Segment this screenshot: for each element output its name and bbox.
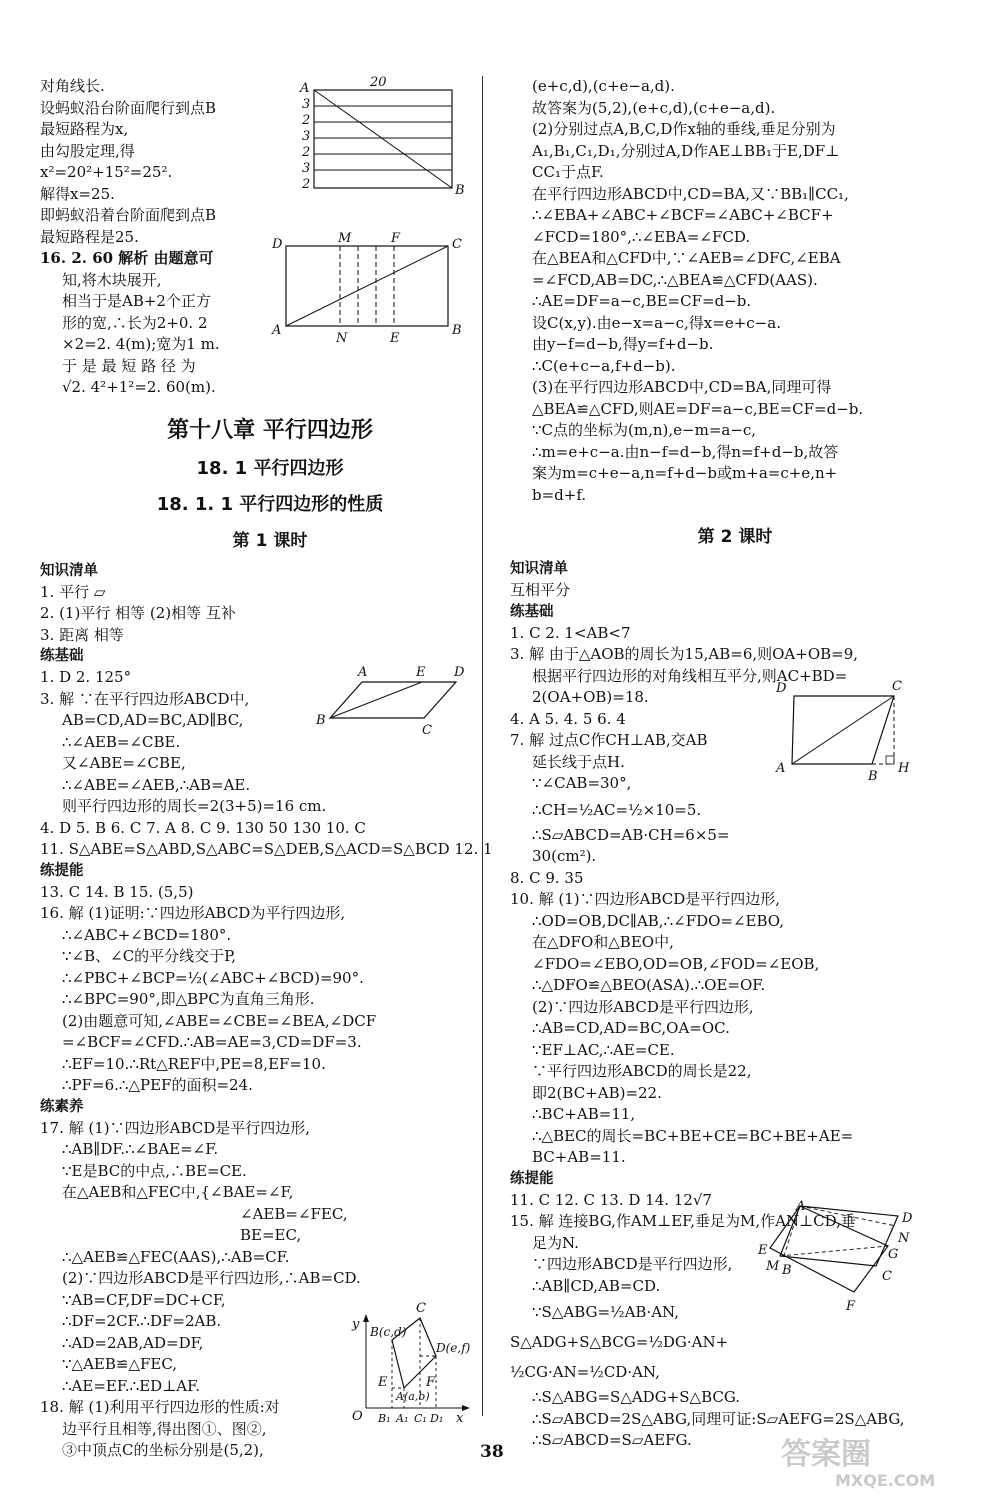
figure-label: 2 (302, 145, 311, 160)
two-parallelograms-figure (752, 1194, 922, 1324)
point-label: H (898, 761, 910, 776)
answer-line: S△ADG+S△BCG=½DG·AN+ (510, 1333, 729, 1351)
answer-line: 7. 解 过点C作CH⊥AB,交AB (510, 731, 708, 749)
answer-line: 则平行四边形的周长=2(3+5)=16 cm. (62, 797, 327, 815)
point-label: N (898, 1231, 910, 1246)
answer-line: 10. 解 (1)∵四边形ABCD是平行四边形, (510, 890, 781, 908)
point-label: O (352, 1409, 363, 1424)
answer-line: ∵∠B、∠C的平分线交于P, (62, 947, 237, 965)
section-label: 知识清单 (510, 561, 568, 577)
answer-line: ∴∠BPC=90°,即△BPC为直角三角形. (62, 990, 315, 1008)
answer-line: ∵AB=CF,DF=DC+CF, (62, 1290, 226, 1309)
answer-line: ∴AB∥CD,AB=CD. (532, 1276, 661, 1295)
answer-line: ∠FDO=∠EBO,OD=OB,∠FOD=∠EOB, (532, 954, 820, 973)
text-line: ∴C(e+c−a,f+d−b). (532, 356, 676, 375)
answer-line: ∠AEB=∠FEC, (240, 1204, 348, 1223)
point-label: A (796, 1199, 806, 1214)
answer-line: 根据平行四边形的对角线相互平分,则AC+BD= (532, 666, 848, 685)
answer-line: (2)∵四边形ABCD是平行四边形, (532, 997, 754, 1016)
section-label: 练基础 (40, 648, 84, 664)
column-divider (482, 76, 483, 1416)
answer-line: ∴AE=EF.∴ED⊥AF. (62, 1376, 200, 1395)
point-label: C (416, 1301, 426, 1316)
text-line: 相当于是AB+2个正方 (62, 292, 211, 310)
answer-line: 4. A 5. 4. 5 6. 4 (510, 709, 626, 728)
point-label: B (455, 183, 465, 194)
answer-line: 30(cm²). (532, 847, 597, 865)
text-line: 在平行四边形ABCD中,CD=BA,又∵BB₁∥CC₁, (532, 184, 849, 203)
point-label: D(e,f) (436, 1341, 471, 1355)
figure-label: 2 (302, 113, 311, 128)
answer-line: ∴DF=2CF.∴DF=2AB. (62, 1312, 222, 1330)
answer-line: ∴S▱ABCD=AB·CH=6×5= (532, 825, 730, 844)
watermark-text: MXQE.COM (835, 1471, 936, 1490)
point-label: E (390, 331, 400, 346)
answer-line: 8. C 9. 35 (510, 868, 584, 887)
text-line: √2. 4²+1²=2. 60(m). (62, 378, 216, 396)
point-label: F (426, 1375, 436, 1390)
point-label: E (416, 665, 426, 680)
answer-line: 15. 解 连接BG,作AM⊥EF,垂足为M,作AN⊥CD,垂 (510, 1212, 856, 1230)
point-label: A (300, 81, 310, 96)
text-line: ∴AE=DF=a−c,BE=CF=d−b. (532, 292, 752, 310)
answer-line: ∵∠CAB=30°, (532, 774, 632, 792)
lesson-title: 第 2 课时 (697, 527, 773, 547)
answer-line: ∵EF⊥AC,∴AE=CE. (532, 1040, 675, 1059)
section-label: 练素养 (40, 1098, 84, 1115)
point-label: B₁ (378, 1412, 391, 1425)
point-label: M (338, 231, 352, 246)
point-label: D (272, 237, 283, 252)
answer-line: BC+AB=11. (532, 1148, 626, 1166)
text-line: 案为m=c+e−a,n=f+d−b或m+a=c+e,n+ (532, 464, 838, 482)
answer-line: 在△AEB和△FEC中,{∠BAE=∠F, (62, 1183, 294, 1201)
lesson-title: 第 1 课时 (232, 530, 308, 551)
point-label: B (452, 323, 462, 338)
text-line: =∠FCD,AB=DC,∴△BEA≌△CFD(AAS). (532, 270, 818, 289)
answer-line: 3. 距离 相等 (40, 625, 124, 644)
answer-line: =∠BCF=∠CFD.∴AB=AE=3,CD=DF=3. (62, 1033, 362, 1051)
text-line: CC₁于点F. (532, 163, 604, 181)
text-line: 于 是 最 短 路 径 为 (62, 356, 196, 375)
point-label: F (846, 1299, 856, 1314)
chapter-title: 第十八章 平行四边形 (167, 417, 373, 443)
block-figure (268, 226, 468, 346)
text-line: 形的宽,∴长为2+0. 2 (62, 313, 208, 332)
text-line: 对角线长. (40, 77, 105, 95)
text-line: 即蚂蚁沿着台阶面爬到点B (40, 206, 217, 224)
q16-answer (40, 248, 275, 399)
text-line: x²=20²+15²=25². (40, 163, 173, 181)
answer-line: ∴∠ABE=∠AEB,∴AB=AE. (62, 775, 251, 794)
point-label: A(a,b) (396, 1390, 430, 1403)
page-number: 38 (480, 1442, 504, 1462)
figure-label: 3 (302, 129, 311, 144)
q15-continued (40, 76, 280, 248)
text-line: 16. 2. 60 解析 由题意可 (40, 249, 214, 267)
answer-line: ∴S△ABG=S△ADG+S△BCG. (532, 1388, 741, 1406)
text-line: ∠FCD=180°,∴∠EBA=∠FCD. (532, 227, 751, 246)
answer-line: ∵S△ABG=½AB·AN, (532, 1303, 679, 1321)
answer-line: 2(OA+OB)=18. (532, 688, 649, 706)
point-label: N (336, 331, 348, 346)
answer-line: ∴∠PBC+∠BCP=½(∠ABC+∠BCD)=90°. (62, 968, 364, 987)
text-line: 设C(x,y).由e−x=a−c,得x=e+c−a. (532, 313, 781, 332)
point-label: C (422, 723, 432, 738)
text-line: 故答案为(5,2),(e+c,d),(c+e−a,d). (532, 98, 776, 117)
answer-line: ∴S▱ABCD=S▱AEFG. (532, 1431, 692, 1449)
section-title: 18. 1 平行四边形 (196, 457, 344, 479)
point-label: C₁ (414, 1412, 427, 1425)
text-line: 由勾股定理,得 (40, 141, 135, 160)
text-line: (3)在平行四边形ABCD中,CD=BA,同理可得 (532, 378, 832, 396)
answer-line: 足为N. (532, 1233, 579, 1252)
answer-line: 4. D 5. B 6. C 7. A 8. C 9. 130 50 130 10. C (40, 818, 366, 837)
text-line: 解得x=25. (40, 184, 115, 203)
point-label: B(c,d) (370, 1325, 407, 1339)
answer-line: 3. 解 ∵在平行四边形ABCD中, (40, 689, 250, 708)
point-label: A (358, 665, 368, 680)
answer-line: 17. 解 (1)∵四边形ABCD是平行四边形, (40, 1118, 311, 1137)
answer-line: ∴BC+AB=11, (532, 1105, 636, 1123)
answer-line: 2. (1)平行 相等 (2)相等 互补 (40, 604, 236, 622)
answer-line: (2)由题意可知,∠ABE=∠CBE=∠BEA,∠DCF (62, 1011, 377, 1030)
point-label: M (766, 1259, 780, 1274)
answer-line: ∴AB=CD,AD=BC,OA=OC. (532, 1019, 730, 1037)
axis-label: y (352, 1317, 360, 1332)
text-line: 最短路程是25. (40, 227, 139, 246)
answer-line: 13. C 14. B 15. (5,5) (40, 882, 194, 901)
section-label: 知识清单 (40, 562, 98, 579)
text-line: △BEA≌△CFD,则AE=DF=a−c,BE=CF=d−b. (532, 399, 864, 418)
text-line: 在△BEA和△CFD中,∵∠AEB=∠DFC,∠EBA (532, 249, 841, 267)
point-label: D (454, 665, 465, 680)
point-label: B (782, 1263, 792, 1278)
answer-line: 18. 解 (1)利用平行四边形的性质:对 (40, 1398, 280, 1416)
point-label: B (316, 713, 326, 728)
answer-line: ∵四边形ABCD是平行四边形, (532, 1255, 733, 1273)
point-label: D (776, 681, 787, 696)
answer-line: 3. 解 由于△AOB的周长为15,AB=6,则OA+OB=9, (510, 645, 859, 663)
text-line: ∴m=e+c−a.由n−f=d−b,得n=f+d−b,故答 (532, 442, 839, 461)
answer-line: 边平行且相等,得出图①、图②, (62, 1419, 267, 1438)
answer-line: ③中顶点C的坐标分别是(5,2), (62, 1441, 264, 1459)
text-line: ∴∠EBA+∠ABC+∠BCF=∠ABC+∠BCF+ (532, 206, 834, 224)
answer-line: ∴∠AEB=∠CBE. (62, 732, 181, 751)
point-label: A (776, 761, 786, 776)
answer-line: ∵平行四边形ABCD的周长是22, (532, 1062, 752, 1080)
answer-line: ∴AB∥DF.∴∠BAE=∠F. (62, 1140, 219, 1158)
answer-line: ½CG·AN=½CD·AN, (510, 1363, 660, 1381)
answer-line: 即2(BC+AB)=22. (532, 1083, 662, 1102)
point-label: F (391, 231, 401, 246)
answer-line: 16. 解 (1)证明:∵四边形ABCD为平行四边形, (40, 904, 346, 922)
figure-label: 3 (302, 97, 311, 112)
text-line: ×2=2. 4(m);宽为1 m. (62, 335, 220, 353)
parallelogram-figure-2 (770, 676, 920, 786)
answer-line: ∴△DFO≌△BEO(ASA).∴OE=OF. (532, 976, 766, 994)
answer-line: ∴△AEB≌△FEC(AAS),∴AB=CF. (62, 1247, 290, 1266)
answer-line: BE=EC, (240, 1226, 302, 1244)
point-label: C (882, 1269, 892, 1284)
answer-line: (2)∵四边形ABCD是平行四边形,∴AB=CD. (62, 1269, 361, 1287)
answer-line: 1. C 2. 1<AB<7 (510, 623, 631, 642)
section-label: 练提能 (510, 1170, 554, 1187)
point-label: C (452, 237, 462, 252)
answer-line: 又∠ABE=∠CBE, (62, 754, 186, 772)
answer-line: ∴OD=OB,DC∥AB,∴∠FDO=∠EBO, (532, 911, 784, 930)
answer-line: ∴PF=6.∴△PEF的面积=24. (62, 1076, 253, 1094)
figure-label: 2 (302, 177, 311, 192)
answer-line: 11. S△ABE=S△ABD,S△ABC=S△DEB,S△ACD=S△BCD 12. 1 (40, 840, 493, 858)
text-line: (e+c,d),(c+e−a,d). (532, 77, 675, 95)
point-label: E (758, 1243, 768, 1258)
answer-line: 1. D 2. 125° (40, 668, 132, 686)
answer-line: ∴∠ABC+∠BCD=180°. (62, 925, 232, 944)
answer-line: 互相平分 (510, 581, 571, 599)
answer-line: ∴△BEC的周长=BC+BE+CE=BC+BE+AE= (532, 1126, 854, 1145)
text-line: 最短路程为x, (40, 120, 129, 138)
text-line: ∵C点的坐标为(m,n),e−m=a−c, (532, 421, 757, 439)
stairs-figure (298, 74, 468, 194)
point-label: C (892, 679, 902, 694)
answer-line: 延长线于点H. (532, 752, 625, 771)
answer-line: ∴AD=2AB,AD=DF, (62, 1333, 204, 1352)
section-label: 练基础 (510, 603, 554, 620)
watermark-text: 答案圈 (781, 1437, 871, 1472)
answer-line: ∵E是BC的中点,∴BE=CE. (62, 1161, 247, 1180)
coordinate-figure (344, 1296, 474, 1426)
section-label: 练提能 (40, 862, 84, 879)
answer-line: ∴S▱ABCD=2S△ABG,同理可证:S▱AEFG=2S△ABG, (532, 1409, 905, 1428)
axis-label: x (456, 1411, 464, 1426)
point-label: D (902, 1211, 913, 1226)
point-label: D₁ (430, 1412, 444, 1425)
text-line: (2)分别过点A,B,C,D作x轴的垂线,垂足分别为 (532, 120, 836, 138)
watermark-logo (775, 1430, 985, 1490)
answer-line: ∴EF=10.∴Rt△REF中,PE=8,EF=10. (62, 1054, 326, 1073)
text-line: A₁,B₁,C₁,D₁,分别过A,D作AE⊥BB₁于E,DF⊥ (532, 141, 840, 160)
point-label: A (272, 323, 282, 338)
figure-label: 3 (302, 161, 311, 176)
point-label: E (378, 1375, 388, 1390)
text-line: 由y−f=d−b,得y=f+d−b. (532, 335, 714, 353)
text-line: 设蚂蚁沿台阶面爬行到点B (40, 98, 217, 117)
point-label: G (888, 1247, 899, 1262)
answer-line: 1. 平行 ▱ (40, 582, 106, 601)
point-label: B (868, 769, 878, 784)
figure-label: 20 (370, 75, 387, 90)
point-label: A₁ (396, 1412, 409, 1425)
answer-line: AB=CD,AD=BC,AD∥BC, (62, 711, 244, 729)
answer-line: ∴CH=½AC=½×10=5. (532, 800, 702, 819)
answer-line: ∵△AEB≌△FEC, (62, 1355, 178, 1373)
text-line: 知,将木块展开, (62, 270, 162, 289)
subsection-title: 18. 1. 1 平行四边形的性质 (156, 493, 384, 515)
answer-line: 11. C 12. C 13. D 14. 12√7 (510, 1190, 712, 1209)
parallelogram-figure-1 (312, 660, 472, 740)
answer-line: 在△DFO和△BEO中, (532, 933, 674, 951)
text-line: b=d+f. (532, 485, 587, 504)
